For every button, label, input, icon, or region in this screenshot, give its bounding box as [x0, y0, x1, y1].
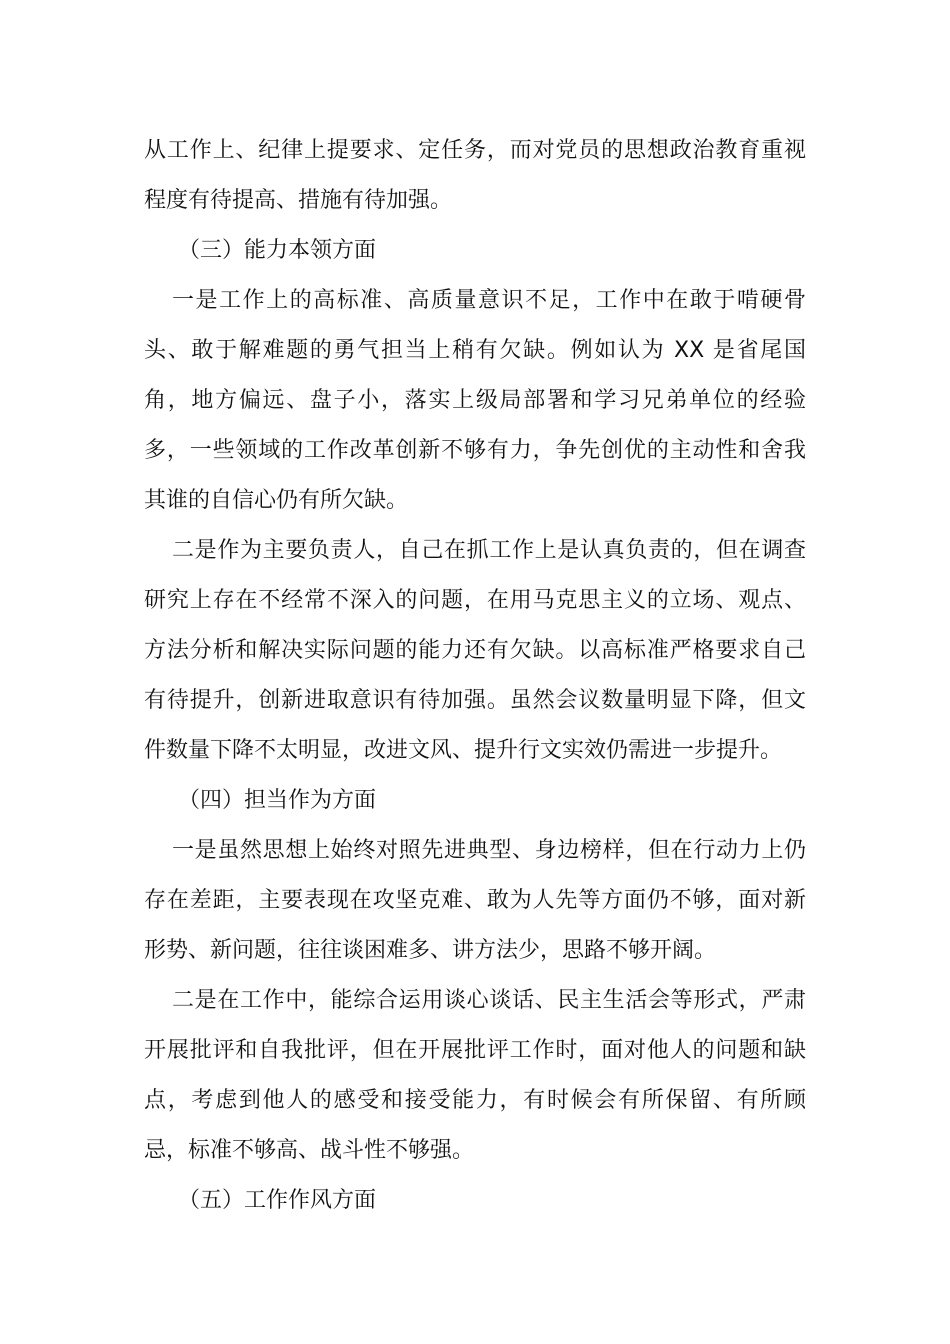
section-heading: （三）能力本领方面: [178, 238, 377, 263]
text-line: 件数量下降不太明显，改进文风、提升行文实效仍需进一步提升。: [144, 738, 783, 763]
text-line: 研究上存在不经常不深入的问题，在用马克思主义的立场、观点、: [144, 588, 806, 613]
text-line: 从工作上、纪律上提要求、定任务，而对党员的思想政治教育重视: [144, 138, 806, 163]
text-line: 忌，标准不够高、战斗性不够强。: [144, 1138, 475, 1163]
text-line: 程度有待提高、措施有待加强。: [144, 188, 453, 213]
text-line: 一是虽然思想上始终对照先进典型、身边榜样，但在行动力上仍: [172, 838, 806, 863]
text-line: 角，地方偏远、盘子小，落实上级局部署和学习兄弟单位的经验: [144, 388, 806, 413]
text-line: 二是在工作中，能综合运用谈心谈话、民主生活会等形式，严肃: [172, 988, 806, 1013]
text-line: 有待提升，创新进取意识有待加强。虽然会议数量明显下降，但文: [144, 688, 806, 713]
text-line: 点，考虑到他人的感受和接受能力，有时候会有所保留、有所顾: [144, 1088, 806, 1113]
section-heading: （四）担当作为方面: [178, 788, 377, 813]
text-line: 多，一些领域的工作改革创新不够有力，争先创优的主动性和舍我: [144, 438, 806, 463]
text-line: 一是工作上的高标准、高质量意识不足，工作中在敢于啃硬骨: [172, 288, 806, 313]
text-line: 方法分析和解决实际问题的能力还有欠缺。以高标准严格要求自己: [144, 638, 806, 663]
text-line: 开展批评和自我批评，但在开展批评工作时，面对他人的问题和缺: [144, 1038, 806, 1063]
text-line: 形势、新问题，往往谈困难多、讲方法少，思路不够开阔。: [144, 938, 717, 963]
text-line: 头、敢于解难题的勇气担当上稍有欠缺。例如认为 XX 是省尾国: [144, 338, 806, 363]
text-line: 二是作为主要负责人，自己在抓工作上是认真负责的，但在调查: [172, 538, 806, 563]
text-line: 其谁的自信心仍有所欠缺。: [144, 488, 409, 513]
section-heading: （五）工作作风方面: [178, 1188, 377, 1213]
text-line: 存在差距，主要表现在攻坚克难、敢为人先等方面仍不够，面对新: [144, 888, 806, 913]
